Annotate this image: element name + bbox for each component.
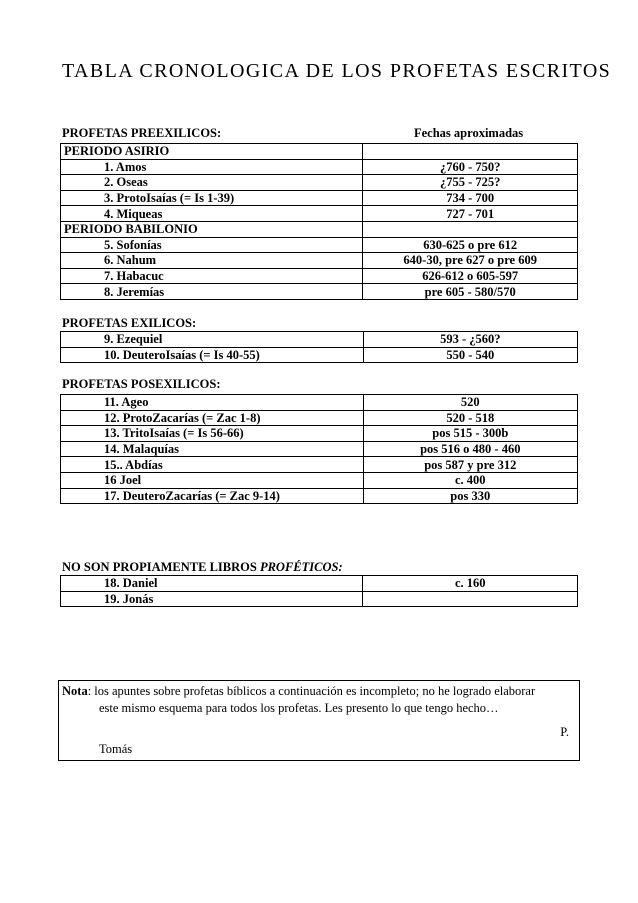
table-row: [61, 159, 578, 175]
prophet-date: pre 605 - 580/570: [363, 284, 578, 300]
preexilic-heading: PROFETAS PREEXILICOS:: [62, 126, 222, 140]
prophet-date: c. 400: [363, 472, 577, 488]
note-signature-name: Tomás: [99, 742, 133, 756]
table-row: [61, 576, 578, 592]
prophet-name: 19. Jonás: [61, 591, 363, 607]
postexilic-table: [60, 394, 578, 504]
prophet-date: 593 - ¿560?: [363, 332, 577, 348]
non-prophetic-heading: NO SON PROPIAMENTE LIBROS: [62, 560, 260, 574]
prophet-date: 626-612 o 605-597: [363, 268, 578, 284]
prophet-name: 7. Habacuc: [61, 268, 363, 284]
note-line-1: [62, 683, 535, 700]
table-row: [61, 175, 578, 191]
prophet-name: 1. Amos: [61, 159, 363, 175]
table-row: [61, 206, 578, 222]
table-row: [61, 332, 578, 348]
note-signature-initial: P.: [560, 725, 569, 739]
prophet-name: 14. Malaquías: [61, 441, 364, 457]
table-row: [61, 190, 578, 206]
table-row: [61, 472, 578, 488]
period-row: [61, 221, 578, 237]
period-babylon: PERIODO BABILONIO: [61, 221, 363, 237]
postexilic-heading-row: [62, 377, 580, 392]
table-row: [61, 410, 578, 426]
postexilic-heading: PROFETAS POSEXILICOS:: [62, 377, 221, 391]
non-prophetic-heading-row: [62, 560, 580, 575]
table-row: [61, 441, 578, 457]
note-label: Nota: [62, 684, 88, 698]
prophet-date: ¿755 - 725?: [363, 175, 578, 191]
prophet-date: 727 - 701: [363, 206, 578, 222]
table-row: [61, 395, 578, 411]
prophet-name: 4. Miqueas: [61, 206, 363, 222]
non-prophetic-table: [60, 575, 578, 607]
table-row: [61, 237, 578, 253]
preexilic-table: [60, 143, 578, 300]
prophet-name: 6. Nahum: [61, 253, 363, 269]
prophet-name: 8. Jeremías: [61, 284, 363, 300]
exilic-heading: PROFETAS EXILICOS:: [62, 316, 197, 330]
prophet-date: 640-30, pre 627 o pre 609: [363, 253, 578, 269]
prophet-date: 550 - 540: [363, 347, 577, 363]
note-text-1: : los apuntes sobre profetas bíblicos a continuación es incompleto; no he logrado elaborar: [87, 684, 536, 698]
preexilic-heading-row: [62, 126, 580, 141]
period-row: [61, 144, 578, 160]
prophet-name: 18. Daniel: [61, 576, 363, 592]
non-prophetic-heading-italic: PROFÉTICOS:: [259, 560, 343, 574]
exilic-table: [60, 331, 578, 363]
prophet-name: 2. Oseas: [61, 175, 363, 191]
prophet-name: 9. Ezequiel: [61, 332, 364, 348]
prophet-date: pos 516 o 480 - 460: [363, 441, 577, 457]
dates-heading: Fechas aproximadas: [414, 126, 524, 140]
table-row: [61, 268, 578, 284]
prophet-name: 17. DeuteroZacarías (= Zac 9-14): [61, 488, 364, 504]
prophet-date: ¿760 - 750?: [363, 159, 578, 175]
period-date-cell: [363, 144, 578, 160]
prophet-date: c. 160: [363, 576, 578, 592]
period-date-cell: [363, 221, 578, 237]
table-row: [61, 426, 578, 442]
table-row: [61, 457, 578, 473]
prophet-date: 520: [363, 395, 577, 411]
prophet-name: 15.. Abdías: [61, 457, 364, 473]
prophet-date: pos 515 - 300b: [363, 426, 577, 442]
prophet-date: pos 587 y pre 312: [363, 457, 577, 473]
table-row: [61, 488, 578, 504]
prophet-name: 11. Ageo: [61, 395, 364, 411]
table-row: [61, 591, 578, 607]
page-title: TABLA CRONOLOGICA DE LOS PROFETAS ESCRITOS: [62, 60, 612, 82]
prophet-date: 520 - 518: [363, 410, 577, 426]
prophet-name: 10. DeuteroIsaías (= Is 40-55): [61, 347, 364, 363]
prophet-name: 16 Joel: [61, 472, 364, 488]
prophet-name: 3. ProtoIsaías (= Is 1-39): [61, 190, 363, 206]
exilic-heading-row: [62, 316, 580, 331]
prophet-name: 5. Sofonías: [61, 237, 363, 253]
period-assyria: PERIODO ASIRIO: [61, 144, 363, 160]
prophet-date: 734 - 700: [363, 190, 578, 206]
prophet-name: 12. ProtoZacarías (= Zac 1-8): [61, 410, 364, 426]
table-row: [61, 253, 578, 269]
note-box: [58, 680, 580, 761]
table-row: [61, 347, 578, 363]
table-row: [61, 284, 578, 300]
prophet-date: [363, 591, 578, 607]
prophet-date: 630-625 o pre 612: [363, 237, 578, 253]
prophet-name: 13. TritoIsaías (= Is 56-66): [61, 426, 364, 442]
prophet-date: pos 330: [363, 488, 577, 504]
note-line-2: este mismo esquema para todos los profetas. Les presento lo que tengo hecho…: [99, 701, 499, 715]
